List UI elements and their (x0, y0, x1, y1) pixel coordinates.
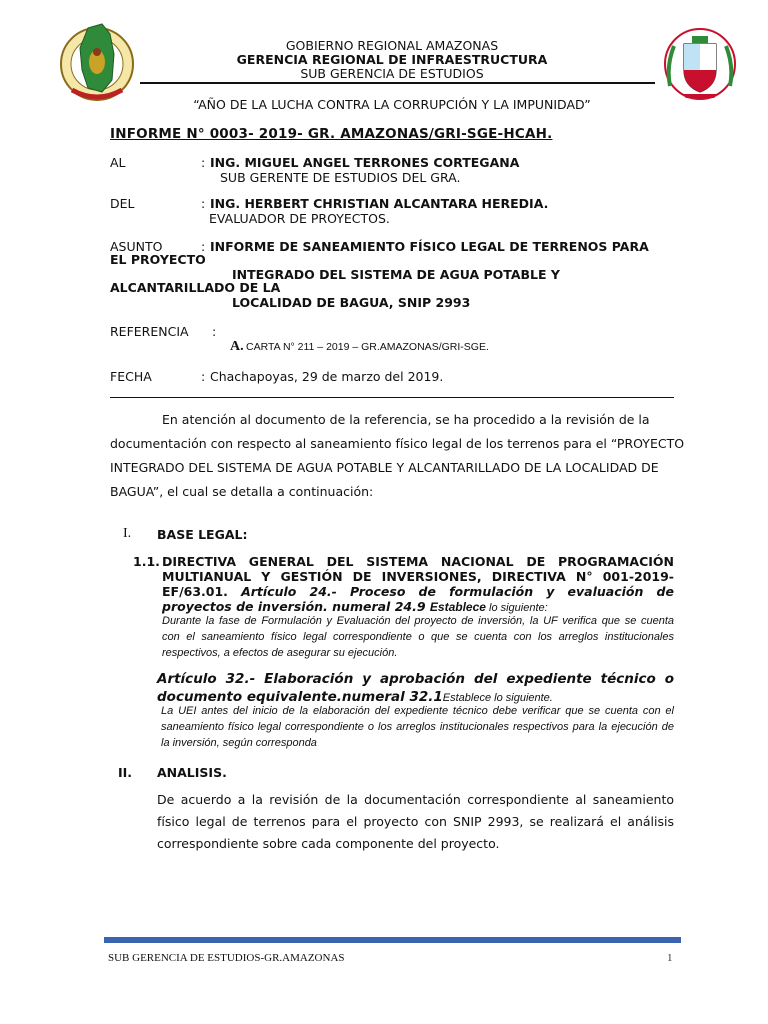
quote-article-24 (162, 613, 674, 661)
header-divider (140, 82, 655, 84)
quote-line: con el saneamiento físico legal correspondiente o que se cuenta con los arreglos institucionales (162, 631, 674, 643)
analysis-line: De acuerdo a la revisión de la documentación correspondiente al saneamiento (157, 792, 674, 807)
asunto-line2: EL PROYECTO (110, 252, 206, 267)
header-gerencia: GERENCIA REGIONAL DE INFRAESTRUCTURA (236, 52, 548, 67)
directive-line1: DIRECTIVA GENERAL DEL SISTEMA NACIONAL DE PROGRAMACIÓN (162, 554, 674, 569)
section2-number: II. (118, 765, 133, 780)
establece-word: Establece (429, 600, 486, 614)
section1-title: BASE LEGAL: (157, 527, 248, 542)
section1-number: I. (123, 526, 132, 541)
del-colon: : (201, 196, 206, 211)
page-number: 1 (667, 952, 673, 964)
quote-line: La UEI antes del inicio de la elaboración del expediente técnico debe verificar que se cuenta con el (161, 705, 674, 717)
memo-divider (110, 397, 674, 398)
intro-line: documentación con respecto al saneamiento físico legal de los terrenos para el “PROYECTO (110, 436, 685, 451)
quote-line: la inversión, según corresponda (161, 737, 317, 749)
asunto-colon: : (201, 239, 206, 254)
establece-siguiente: Establece lo siguiente. (442, 692, 553, 704)
intro-line: INTEGRADO DEL SISTEMA DE AGUA POTABLE Y ALCANTARILLADO DE LA LOCALIDAD DE (110, 460, 659, 475)
peru-coat-of-arms-icon (664, 26, 736, 102)
quote-line: Durante la fase de Formulación y Evaluación del proyecto de inversión, la UF verifica que se cuenta (162, 615, 674, 627)
directive-line3 (162, 584, 674, 599)
year-motto: “AÑO DE LA LUCHA CONTRA LA CORRUPCIÓN Y LA IMPUNIDAD” (193, 97, 591, 112)
asunto-line1: INFORME DE SANEAMIENTO FÍSICO LEGAL DE TERRENOS PARA (210, 239, 649, 254)
al-colon: : (201, 155, 206, 170)
report-number: INFORME N° 0003- 2019- GR. AMAZONAS/GRI-SGE-HCAH. (110, 126, 553, 142)
footer-office: SUB GERENCIA DE ESTUDIOS-GR.AMAZONAS (108, 952, 345, 964)
quote-article-32 (161, 703, 674, 751)
analysis-line: físico legal de terrenos para el proyecto con SNIP 2993, se realizará el análisis (157, 814, 674, 829)
numeral-32-1: .numeral 32.1 (336, 689, 443, 705)
directive-code: EF/63.01. (162, 584, 242, 599)
item-1-1-number: 1.1. (133, 554, 160, 569)
intro-paragraph (110, 408, 714, 504)
header-subgerencia: SUB GERENCIA DE ESTUDIOS (300, 66, 484, 81)
al-role: SUB GERENTE DE ESTUDIOS DEL GRA. (220, 170, 461, 185)
directive-line2: MULTIANUAL Y GESTIÓN DE INVERSIONES, DIRECTIVA N° 001-2019- (162, 569, 674, 584)
analysis-line: correspondiente sobre cada componente del proyecto. (157, 836, 500, 851)
asunto-line5: LOCALIDAD DE BAGUA, SNIP 2993 (232, 295, 471, 310)
intro-line: En atención al documento de la referencia, se ha procedido a la revisión de la (162, 412, 650, 427)
article-24-title: Artículo 24.- Proceso de formulación y evaluación de (241, 584, 674, 599)
analysis-paragraph (157, 789, 674, 855)
documento-equivalente: documento equivalente (157, 689, 337, 705)
article-32-line1: Artículo 32.- Elaboración y aprobación del expediente técnico o (157, 671, 674, 687)
asunto-line3: INTEGRADO DEL SISTEMA DE AGUA POTABLE Y (232, 267, 560, 282)
referencia-text: CARTA N° 211 – 2019 – GR.AMAZONAS/GRI-SGE. (246, 341, 489, 353)
amazonas-seal-icon (58, 20, 136, 106)
fecha-colon: : (201, 369, 206, 384)
quote-line: saneamiento físico legal correspondiente o los arreglos institucionales respectivos para la ejecución de (161, 721, 674, 733)
del-role: EVALUADOR DE PROYECTOS. (209, 211, 390, 226)
al-label: AL (110, 155, 126, 170)
fecha-value: Chachapoyas, 29 de marzo del 2019. (210, 369, 444, 384)
del-label: DEL (110, 196, 135, 211)
header-government: GOBIERNO REGIONAL AMAZONAS (285, 38, 499, 53)
fecha-label: FECHA (110, 369, 152, 384)
referencia-colon: : (212, 324, 217, 339)
del-name: ING. HERBERT CHRISTIAN ALCANTARA HEREDIA. (210, 196, 549, 211)
intro-line: BAGUA”, el cual se detalla a continuación: (110, 484, 374, 499)
al-name: ING. MIGUEL ANGEL TERRONES CORTEGANA (210, 155, 520, 170)
quote-line: respectivos, a efectos de asegurar su ejecución. (162, 647, 398, 659)
footer-bar (104, 937, 681, 943)
asunto-line4: ALCANTARILLADO DE LA (110, 280, 281, 295)
section2-title: ANALISIS. (157, 765, 227, 780)
lo-siguiente: lo siguiente: (485, 602, 548, 614)
asunto-label: ASUNTO (110, 239, 163, 254)
referencia-label: REFERENCIA (110, 324, 189, 339)
referencia-letter: A. (230, 339, 244, 354)
numeral-24-9: proyectos de inversión. numeral 24.9 (162, 599, 430, 614)
